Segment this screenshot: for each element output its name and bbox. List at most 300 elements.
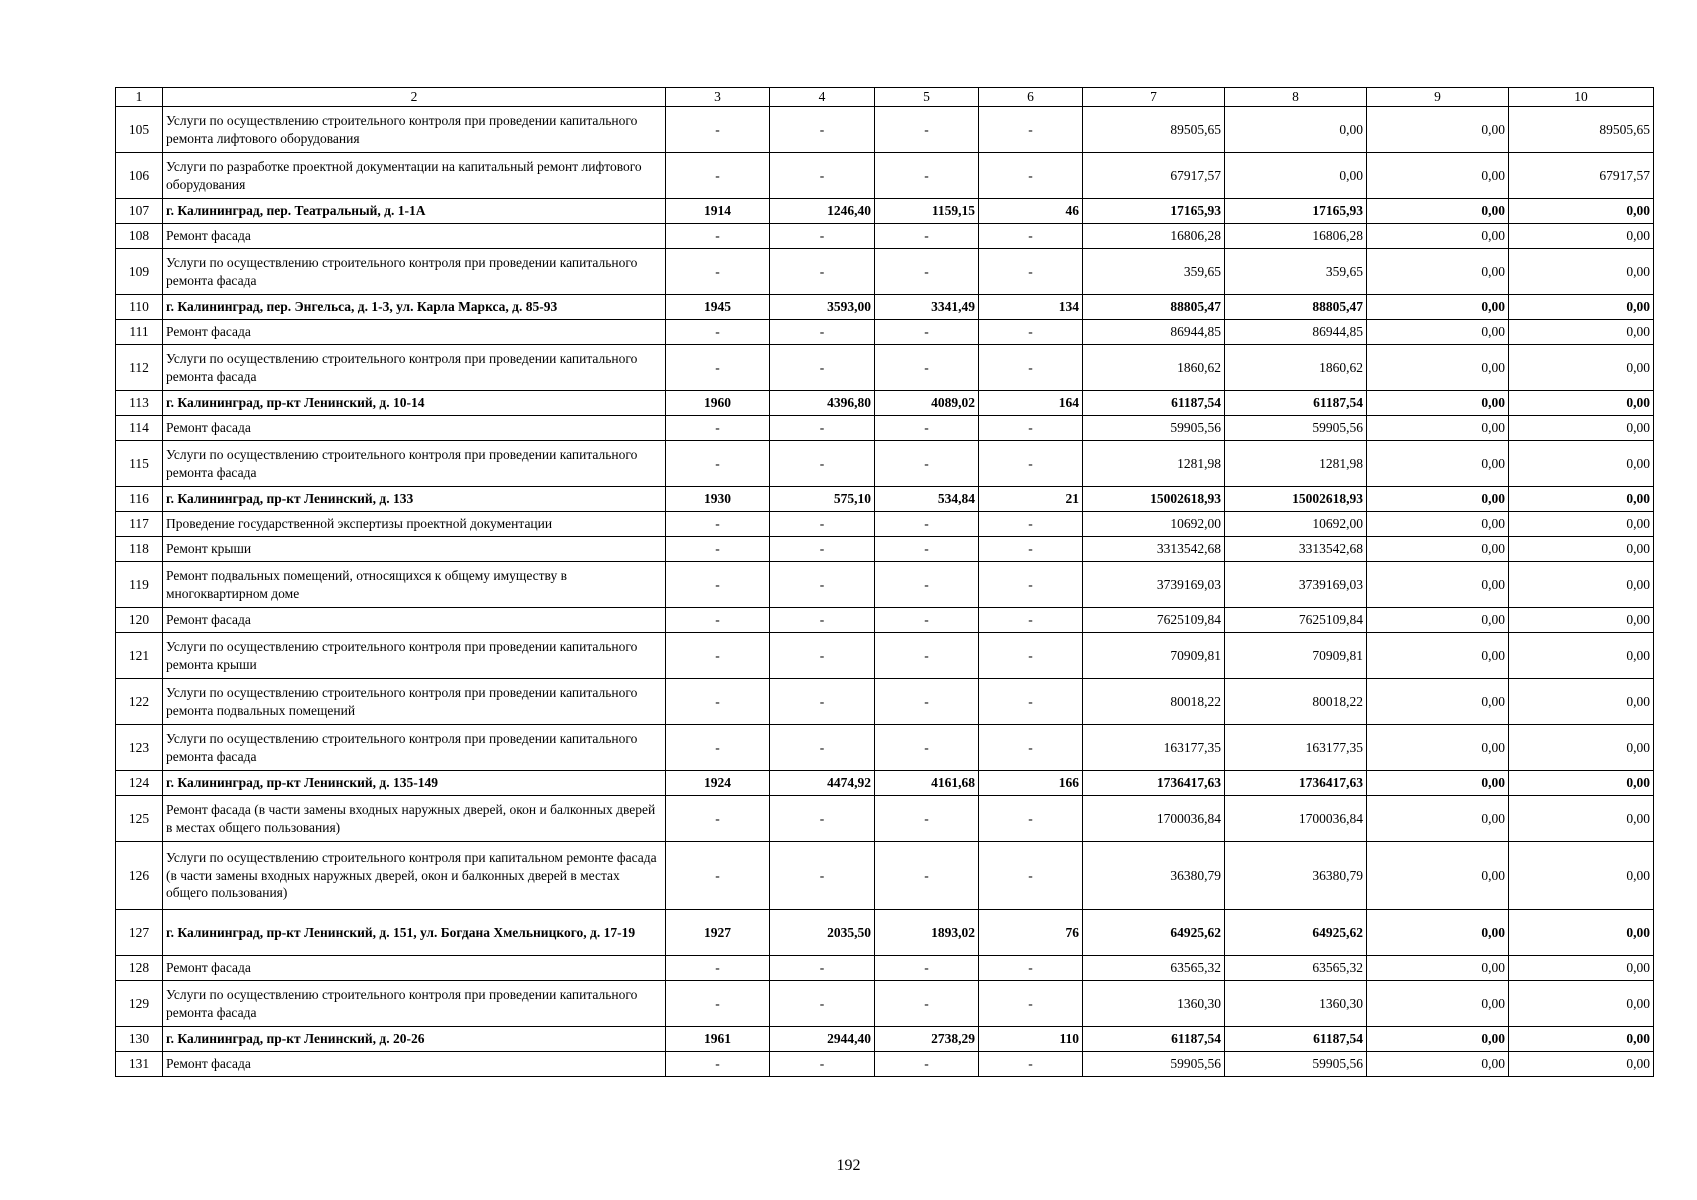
cell-col7: 1281,98 <box>1083 441 1225 487</box>
cell-col9: 0,00 <box>1367 441 1509 487</box>
cell-col10: 0,00 <box>1509 562 1654 608</box>
cell-col10: 0,00 <box>1509 537 1654 562</box>
cell-col7: 1700036,84 <box>1083 796 1225 842</box>
cell-col9: 0,00 <box>1367 981 1509 1027</box>
cell-col8: 0,00 <box>1225 107 1367 153</box>
column-header-1: 1 <box>116 88 163 107</box>
row-number: 121 <box>116 633 163 679</box>
table-row <box>116 633 1654 679</box>
row-number: 113 <box>116 391 163 416</box>
cell-col3: - <box>666 537 770 562</box>
cell-col9: 0,00 <box>1367 416 1509 441</box>
row-number: 106 <box>116 153 163 199</box>
work-description: Услуги по осуществлению строительного контроля при проведении капитального ремонта крыши <box>163 633 666 679</box>
cell-col6: - <box>979 107 1083 153</box>
cell-col5: - <box>875 153 979 199</box>
cell-col8: 359,65 <box>1225 249 1367 295</box>
cell-col5: - <box>875 981 979 1027</box>
cell-col3: - <box>666 842 770 910</box>
cell-col5: - <box>875 512 979 537</box>
cell-col9: 0,00 <box>1367 487 1509 512</box>
cell-col6: - <box>979 153 1083 199</box>
cell-col8: 16806,28 <box>1225 224 1367 249</box>
cell-col5: 3341,49 <box>875 295 979 320</box>
cell-col4: - <box>770 842 875 910</box>
table-row <box>116 910 1654 956</box>
cell-col10: 0,00 <box>1509 956 1654 981</box>
table-row <box>116 153 1654 199</box>
cell-col6: - <box>979 725 1083 771</box>
row-number: 126 <box>116 842 163 910</box>
cell-col8: 86944,85 <box>1225 320 1367 345</box>
cell-col5: - <box>875 679 979 725</box>
table-row <box>116 224 1654 249</box>
cell-col6: - <box>979 608 1083 633</box>
cell-col4: - <box>770 608 875 633</box>
cell-col9: 0,00 <box>1367 771 1509 796</box>
cell-col9: 0,00 <box>1367 796 1509 842</box>
cell-col10: 0,00 <box>1509 842 1654 910</box>
cell-col8: 10692,00 <box>1225 512 1367 537</box>
cell-col10: 0,00 <box>1509 199 1654 224</box>
cell-col5: - <box>875 537 979 562</box>
cell-col3: - <box>666 562 770 608</box>
cell-col5: - <box>875 107 979 153</box>
cell-col8: 15002618,93 <box>1225 487 1367 512</box>
cell-col7: 3313542,68 <box>1083 537 1225 562</box>
cell-col8: 0,00 <box>1225 153 1367 199</box>
cell-col7: 59905,56 <box>1083 1052 1225 1077</box>
row-number: 122 <box>116 679 163 725</box>
cell-col5: 1893,02 <box>875 910 979 956</box>
cell-col7: 17165,93 <box>1083 199 1225 224</box>
cell-col4: - <box>770 981 875 1027</box>
cell-col7: 61187,54 <box>1083 391 1225 416</box>
work-description: г. Калининград, пр-кт Ленинский, д. 151, ул. Богдана Хмельницкого, д. 17-19 <box>163 910 666 956</box>
cell-col6: - <box>979 537 1083 562</box>
work-description: г. Калининград, пр-кт Ленинский, д. 133 <box>163 487 666 512</box>
cell-col6: - <box>979 633 1083 679</box>
cell-col10: 0,00 <box>1509 512 1654 537</box>
cell-col7: 7625109,84 <box>1083 608 1225 633</box>
cell-col9: 0,00 <box>1367 320 1509 345</box>
cell-col8: 7625109,84 <box>1225 608 1367 633</box>
cell-col6: 46 <box>979 199 1083 224</box>
cell-col4: 575,10 <box>770 487 875 512</box>
cell-col6: - <box>979 562 1083 608</box>
table-row <box>116 725 1654 771</box>
work-description: Ремонт фасада <box>163 608 666 633</box>
cell-col7: 15002618,93 <box>1083 487 1225 512</box>
work-description: Услуги по осуществлению строительного контроля при проведении капитального ремонта фасада <box>163 725 666 771</box>
cell-col4: 3593,00 <box>770 295 875 320</box>
cell-col9: 0,00 <box>1367 1027 1509 1052</box>
cell-col3: 1927 <box>666 910 770 956</box>
works-table <box>115 87 1654 1077</box>
cell-col5: - <box>875 956 979 981</box>
table-row <box>116 391 1654 416</box>
cell-col5: - <box>875 249 979 295</box>
cell-col4: 1246,40 <box>770 199 875 224</box>
cell-col7: 1860,62 <box>1083 345 1225 391</box>
cell-col3: 1924 <box>666 771 770 796</box>
cell-col3: 1960 <box>666 391 770 416</box>
row-number: 119 <box>116 562 163 608</box>
cell-col10: 0,00 <box>1509 295 1654 320</box>
column-number-row <box>116 88 1654 107</box>
cell-col3: - <box>666 153 770 199</box>
cell-col10: 0,00 <box>1509 487 1654 512</box>
table-row <box>116 771 1654 796</box>
cell-col7: 36380,79 <box>1083 842 1225 910</box>
cell-col3: - <box>666 416 770 441</box>
table-row <box>116 1052 1654 1077</box>
cell-col4: - <box>770 224 875 249</box>
row-number: 109 <box>116 249 163 295</box>
work-description: Услуги по разработке проектной документации на капитальный ремонт лифтового оборудования <box>163 153 666 199</box>
cell-col9: 0,00 <box>1367 391 1509 416</box>
row-number: 112 <box>116 345 163 391</box>
cell-col5: - <box>875 1052 979 1077</box>
table-row <box>116 956 1654 981</box>
row-number: 111 <box>116 320 163 345</box>
cell-col9: 0,00 <box>1367 725 1509 771</box>
cell-col9: 0,00 <box>1367 345 1509 391</box>
table-row <box>116 487 1654 512</box>
table-row <box>116 608 1654 633</box>
row-number: 107 <box>116 199 163 224</box>
cell-col9: 0,00 <box>1367 842 1509 910</box>
table-row <box>116 416 1654 441</box>
cell-col9: 0,00 <box>1367 295 1509 320</box>
cell-col6: 110 <box>979 1027 1083 1052</box>
cell-col7: 1360,30 <box>1083 981 1225 1027</box>
row-number: 125 <box>116 796 163 842</box>
cell-col3: - <box>666 981 770 1027</box>
row-number: 127 <box>116 910 163 956</box>
cell-col4: - <box>770 725 875 771</box>
cell-col7: 64925,62 <box>1083 910 1225 956</box>
cell-col9: 0,00 <box>1367 956 1509 981</box>
table-body <box>116 88 1654 1077</box>
cell-col7: 16806,28 <box>1083 224 1225 249</box>
cell-col5: - <box>875 796 979 842</box>
cell-col10: 89505,65 <box>1509 107 1654 153</box>
cell-col10: 0,00 <box>1509 345 1654 391</box>
work-description: г. Калининград, пр-кт Ленинский, д. 20-26 <box>163 1027 666 1052</box>
cell-col4: - <box>770 153 875 199</box>
table-row <box>116 1027 1654 1052</box>
cell-col8: 1360,30 <box>1225 981 1367 1027</box>
cell-col7: 80018,22 <box>1083 679 1225 725</box>
row-number: 130 <box>116 1027 163 1052</box>
cell-col10: 0,00 <box>1509 391 1654 416</box>
cell-col6: - <box>979 224 1083 249</box>
cell-col5: 1159,15 <box>875 199 979 224</box>
cell-col5: - <box>875 224 979 249</box>
cell-col6: - <box>979 320 1083 345</box>
cell-col4: - <box>770 679 875 725</box>
row-number: 116 <box>116 487 163 512</box>
cell-col10: 0,00 <box>1509 320 1654 345</box>
row-number: 129 <box>116 981 163 1027</box>
work-description: Услуги по осуществлению строительного контроля при проведении капитального ремонта лифтового оборудования <box>163 107 666 153</box>
cell-col6: - <box>979 416 1083 441</box>
cell-col7: 359,65 <box>1083 249 1225 295</box>
cell-col5: 4089,02 <box>875 391 979 416</box>
cell-col4: 2035,50 <box>770 910 875 956</box>
cell-col3: - <box>666 320 770 345</box>
cell-col6: 164 <box>979 391 1083 416</box>
cell-col6: - <box>979 981 1083 1027</box>
cell-col8: 3313542,68 <box>1225 537 1367 562</box>
cell-col9: 0,00 <box>1367 1052 1509 1077</box>
cell-col4: - <box>770 512 875 537</box>
cell-col3: - <box>666 956 770 981</box>
table-row <box>116 249 1654 295</box>
row-number: 118 <box>116 537 163 562</box>
cell-col7: 88805,47 <box>1083 295 1225 320</box>
cell-col4: - <box>770 249 875 295</box>
cell-col10: 67917,57 <box>1509 153 1654 199</box>
cell-col6: - <box>979 842 1083 910</box>
cell-col8: 59905,56 <box>1225 416 1367 441</box>
cell-col8: 1736417,63 <box>1225 771 1367 796</box>
cell-col10: 0,00 <box>1509 910 1654 956</box>
cell-col10: 0,00 <box>1509 796 1654 842</box>
cell-col5: - <box>875 441 979 487</box>
cell-col8: 88805,47 <box>1225 295 1367 320</box>
work-description: Ремонт фасада <box>163 416 666 441</box>
cell-col10: 0,00 <box>1509 608 1654 633</box>
row-number: 117 <box>116 512 163 537</box>
cell-col3: - <box>666 441 770 487</box>
cell-col6: - <box>979 249 1083 295</box>
work-description: Услуги по осуществлению строительного контроля при проведении капитального ремонта фасада <box>163 249 666 295</box>
cell-col9: 0,00 <box>1367 679 1509 725</box>
cell-col9: 0,00 <box>1367 633 1509 679</box>
row-number: 105 <box>116 107 163 153</box>
cell-col10: 0,00 <box>1509 416 1654 441</box>
cell-col5: - <box>875 608 979 633</box>
cell-col5: - <box>875 725 979 771</box>
column-header-6: 6 <box>979 88 1083 107</box>
cell-col9: 0,00 <box>1367 512 1509 537</box>
row-number: 120 <box>116 608 163 633</box>
cell-col10: 0,00 <box>1509 224 1654 249</box>
cell-col5: 2738,29 <box>875 1027 979 1052</box>
column-header-8: 8 <box>1225 88 1367 107</box>
cell-col3: - <box>666 725 770 771</box>
cell-col9: 0,00 <box>1367 153 1509 199</box>
row-number: 114 <box>116 416 163 441</box>
cell-col8: 36380,79 <box>1225 842 1367 910</box>
table-row <box>116 441 1654 487</box>
cell-col9: 0,00 <box>1367 199 1509 224</box>
work-description: Ремонт подвальных помещений, относящихся к общему имуществу в многоквартирном доме <box>163 562 666 608</box>
cell-col4: - <box>770 416 875 441</box>
cell-col6: 166 <box>979 771 1083 796</box>
cell-col3: - <box>666 679 770 725</box>
cell-col10: 0,00 <box>1509 771 1654 796</box>
cell-col4: - <box>770 796 875 842</box>
table-row <box>116 199 1654 224</box>
cell-col5: - <box>875 633 979 679</box>
cell-col7: 70909,81 <box>1083 633 1225 679</box>
cell-col3: 1914 <box>666 199 770 224</box>
cell-col3: - <box>666 345 770 391</box>
column-header-4: 4 <box>770 88 875 107</box>
cell-col5: - <box>875 345 979 391</box>
cell-col7: 63565,32 <box>1083 956 1225 981</box>
row-number: 115 <box>116 441 163 487</box>
cell-col3: - <box>666 633 770 679</box>
work-description: Услуги по осуществлению строительного контроля при проведении капитального ремонта фасада <box>163 441 666 487</box>
cell-col7: 67917,57 <box>1083 153 1225 199</box>
cell-col4: - <box>770 1052 875 1077</box>
work-description: Услуги по осуществлению строительного контроля при проведении капитального ремонта фасада <box>163 981 666 1027</box>
cell-col6: 134 <box>979 295 1083 320</box>
cell-col6: - <box>979 1052 1083 1077</box>
cell-col10: 0,00 <box>1509 1027 1654 1052</box>
cell-col8: 59905,56 <box>1225 1052 1367 1077</box>
table-row <box>116 562 1654 608</box>
cell-col8: 80018,22 <box>1225 679 1367 725</box>
cell-col9: 0,00 <box>1367 537 1509 562</box>
cell-col6: 21 <box>979 487 1083 512</box>
row-number: 108 <box>116 224 163 249</box>
cell-col4: - <box>770 441 875 487</box>
cell-col4: - <box>770 562 875 608</box>
work-description: Услуги по осуществлению строительного контроля при капитальном ремонте фасада (в части замены входных наружных дверей, окон и балконных дверей в местах общего пользования) <box>163 842 666 910</box>
cell-col4: - <box>770 107 875 153</box>
cell-col6: - <box>979 956 1083 981</box>
cell-col7: 3739169,03 <box>1083 562 1225 608</box>
cell-col3: - <box>666 1052 770 1077</box>
table-row <box>116 295 1654 320</box>
table-row <box>116 107 1654 153</box>
cell-col6: - <box>979 512 1083 537</box>
cell-col3: - <box>666 512 770 537</box>
cell-col6: - <box>979 796 1083 842</box>
cell-col8: 1700036,84 <box>1225 796 1367 842</box>
page-number: 192 <box>836 1157 861 1174</box>
table-row <box>116 320 1654 345</box>
cell-col9: 0,00 <box>1367 562 1509 608</box>
cell-col4: 4396,80 <box>770 391 875 416</box>
cell-col10: 0,00 <box>1509 981 1654 1027</box>
cell-col8: 63565,32 <box>1225 956 1367 981</box>
work-description: Ремонт фасада <box>163 320 666 345</box>
cell-col3: - <box>666 608 770 633</box>
cell-col5: 534,84 <box>875 487 979 512</box>
cell-col5: - <box>875 320 979 345</box>
column-header-7: 7 <box>1083 88 1225 107</box>
cell-col10: 0,00 <box>1509 725 1654 771</box>
work-description: г. Калининград, пр-кт Ленинский, д. 10-14 <box>163 391 666 416</box>
table-row <box>116 345 1654 391</box>
work-description: г. Калининград, пер. Энгельса, д. 1-3, ул. Карла Маркса, д. 85-93 <box>163 295 666 320</box>
row-number: 110 <box>116 295 163 320</box>
cell-col8: 70909,81 <box>1225 633 1367 679</box>
row-number: 123 <box>116 725 163 771</box>
cell-col6: 76 <box>979 910 1083 956</box>
cell-col9: 0,00 <box>1367 107 1509 153</box>
cell-col7: 1736417,63 <box>1083 771 1225 796</box>
table-row <box>116 796 1654 842</box>
cell-col3: - <box>666 796 770 842</box>
cell-col3: - <box>666 107 770 153</box>
cell-col3: 1930 <box>666 487 770 512</box>
cell-col8: 1860,62 <box>1225 345 1367 391</box>
work-description: Проведение государственной экспертизы проектной документации <box>163 512 666 537</box>
table-row <box>116 679 1654 725</box>
cell-col4: - <box>770 537 875 562</box>
cell-col8: 61187,54 <box>1225 1027 1367 1052</box>
cell-col4: - <box>770 633 875 679</box>
table-row <box>116 981 1654 1027</box>
cell-col5: - <box>875 842 979 910</box>
table-row <box>116 842 1654 910</box>
cell-col3: - <box>666 249 770 295</box>
cell-col4: 2944,40 <box>770 1027 875 1052</box>
column-header-9: 9 <box>1367 88 1509 107</box>
cell-col10: 0,00 <box>1509 1052 1654 1077</box>
cell-col6: - <box>979 679 1083 725</box>
work-description: Ремонт фасада <box>163 956 666 981</box>
work-description: Ремонт фасада (в части замены входных наружных дверей, окон и балконных дверей в местах общего пользования) <box>163 796 666 842</box>
cell-col5: 4161,68 <box>875 771 979 796</box>
cell-col8: 163177,35 <box>1225 725 1367 771</box>
table-row <box>116 537 1654 562</box>
cell-col8: 61187,54 <box>1225 391 1367 416</box>
cell-col10: 0,00 <box>1509 441 1654 487</box>
table-row <box>116 512 1654 537</box>
column-header-5: 5 <box>875 88 979 107</box>
cell-col4: - <box>770 345 875 391</box>
cell-col8: 3739169,03 <box>1225 562 1367 608</box>
cell-col7: 86944,85 <box>1083 320 1225 345</box>
cell-col6: - <box>979 441 1083 487</box>
row-number: 131 <box>116 1052 163 1077</box>
cell-col8: 17165,93 <box>1225 199 1367 224</box>
cell-col4: - <box>770 956 875 981</box>
work-description: Услуги по осуществлению строительного контроля при проведении капитального ремонта фасада <box>163 345 666 391</box>
cell-col3: - <box>666 224 770 249</box>
work-description: Ремонт фасада <box>163 224 666 249</box>
row-number: 128 <box>116 956 163 981</box>
cell-col9: 0,00 <box>1367 910 1509 956</box>
work-description: Ремонт фасада <box>163 1052 666 1077</box>
cell-col7: 10692,00 <box>1083 512 1225 537</box>
cell-col4: 4474,92 <box>770 771 875 796</box>
cell-col10: 0,00 <box>1509 633 1654 679</box>
cell-col7: 163177,35 <box>1083 725 1225 771</box>
cell-col3: 1961 <box>666 1027 770 1052</box>
cell-col8: 64925,62 <box>1225 910 1367 956</box>
cell-col9: 0,00 <box>1367 224 1509 249</box>
cell-col5: - <box>875 416 979 441</box>
cell-col7: 61187,54 <box>1083 1027 1225 1052</box>
column-header-10: 10 <box>1509 88 1654 107</box>
cell-col5: - <box>875 562 979 608</box>
work-description: г. Калининград, пер. Театральный, д. 1-1А <box>163 199 666 224</box>
work-description: Услуги по осуществлению строительного контроля при проведении капитального ремонта подвальных помещений <box>163 679 666 725</box>
cell-col10: 0,00 <box>1509 679 1654 725</box>
cell-col7: 89505,65 <box>1083 107 1225 153</box>
column-header-2: 2 <box>163 88 666 107</box>
work-description: г. Калининград, пр-кт Ленинский, д. 135-149 <box>163 771 666 796</box>
